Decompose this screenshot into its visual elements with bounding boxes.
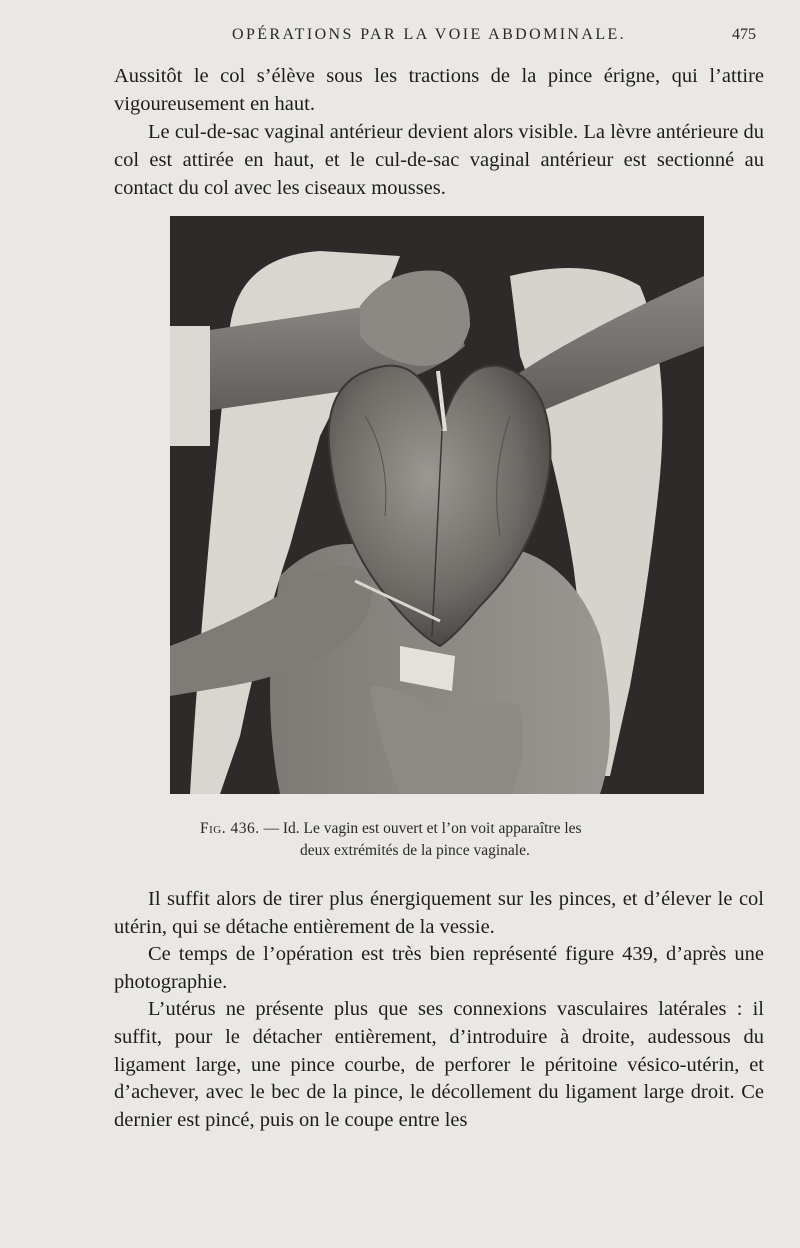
paragraph: Il suffit alors de tirer plus énergiquement sur les pinces, et d’élever le col utérin, qui se détache entièrement de la vessie. — [114, 888, 764, 938]
running-head — [0, 24, 800, 50]
page-number: 475 — [732, 26, 756, 43]
text-block-bottom — [114, 886, 764, 1134]
figure-caption — [200, 818, 720, 862]
caption-text: — Id. Le vagin est ouvert et l’on voit apparaître les — [263, 820, 582, 837]
paragraph: Ce temps de l’opération est très bien représenté figure 439, d’après une photographie. — [114, 943, 764, 993]
illustration-drawing — [170, 216, 704, 794]
caption-text-continued: deux extrémités de la pince vaginale. — [300, 842, 530, 859]
figure-label: Fig. 436. — [200, 820, 260, 837]
paragraph: Aussitôt le col s’élève sous les tractions de la pince érigne, qui l’attire vigoureusement en haut. — [114, 65, 764, 115]
text-block-top — [114, 62, 764, 202]
paragraph: L’utérus ne présente plus que ses connexions vasculaires latérales : il suffit, pour le détacher entièrement, d’introduire à droite, audessous du ligament large, une pince courbe, de perforer le péritoine vésico-utérin, et d’achever, avec le bec de la pince, le décollement du ligament large droit. Ce dernier est pincé, puis on le coupe entre les — [114, 998, 764, 1131]
paragraph: Le cul-de-sac vaginal antérieur devient alors visible. La lèvre antérieure du col est attirée en haut, et le cul-de-sac vaginal antérieur est sectionné au contact du col avec les ciseaux mousses. — [114, 121, 764, 199]
running-title: OPÉRATIONS PAR LA VOIE ABDOMINALE. — [232, 26, 627, 43]
surgical-illustration — [170, 216, 704, 794]
